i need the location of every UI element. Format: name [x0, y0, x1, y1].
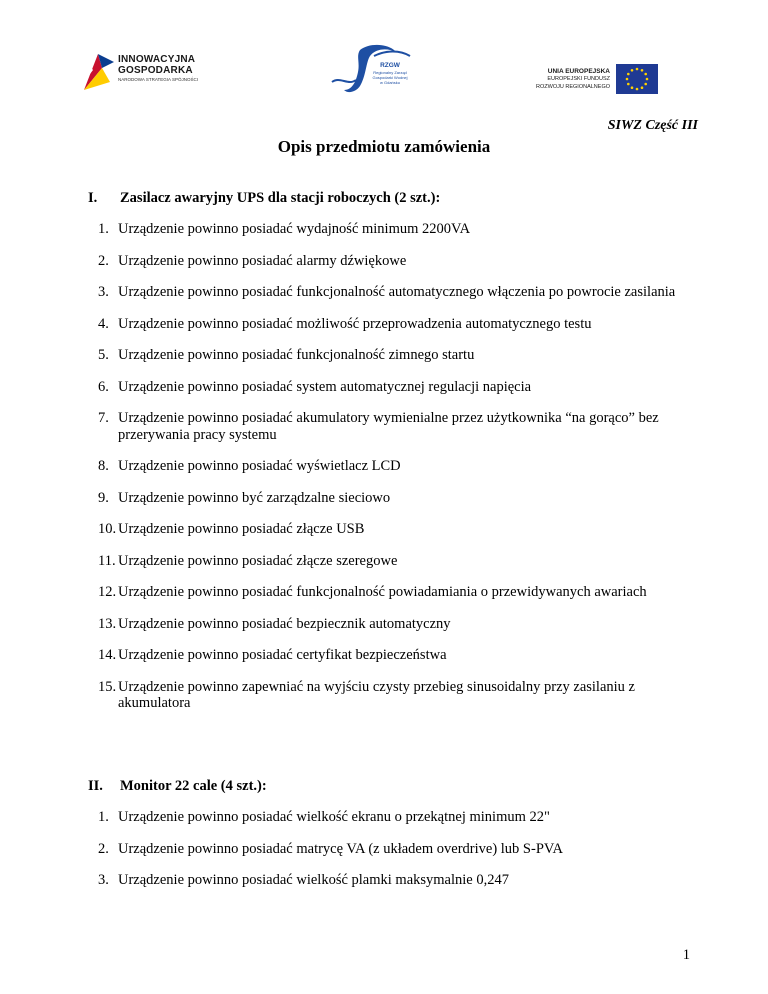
list-item	[98, 316, 698, 333]
list-item	[98, 347, 698, 364]
list-item	[98, 647, 698, 664]
rzgw-sub3: w Gdańsku	[379, 80, 400, 85]
item-number: 10.	[98, 521, 117, 537]
item-number: 7.	[98, 410, 109, 426]
item-text: Urządzenie powinno posiadać złącze USB	[118, 521, 365, 537]
page-number: 1	[682, 947, 690, 963]
item-text: Urządzenie powinno posiadać certyfikat bezpieczeństwa	[118, 647, 447, 663]
item-text: Urządzenie powinno posiadać złącze szeregowe	[118, 552, 398, 569]
list-item	[98, 584, 698, 601]
rzgw-short-name: RZGW	[380, 62, 400, 69]
item-number: 1.	[98, 221, 109, 237]
ue-logo	[518, 64, 660, 96]
page-title: Opis przedmiotu zamówienia	[277, 137, 491, 156]
item-number: 3.	[98, 872, 109, 888]
list-item	[98, 872, 698, 889]
ig-emblem-icon	[80, 52, 116, 92]
list-item	[98, 841, 698, 858]
item-number: 9.	[98, 489, 109, 506]
list-item	[98, 809, 698, 826]
item-number: 8.	[98, 458, 109, 474]
item-text: Urządzenie powinno posiadać wielkość ekranu o przekątnej minimum 22"	[118, 809, 550, 825]
item-number: 15.	[98, 678, 117, 695]
item-number: 2.	[98, 252, 109, 269]
item-number: 1.	[98, 809, 109, 825]
item-text: Urządzenie powinno posiadać alarmy dźwiękowe	[118, 252, 407, 269]
item-number: 13.	[98, 615, 117, 632]
item-text: Urządzenie powinno posiadać system automatycznej regulacji napięcia	[118, 378, 532, 395]
ue-line1: UNIA EUROPEJSKA	[547, 68, 610, 75]
list-item	[98, 221, 698, 238]
list-item	[98, 410, 698, 443]
ig-line2: GOSPODARKA	[118, 65, 193, 76]
item-text: Urządzenie powinno posiadać bezpiecznik automatyczny	[118, 615, 451, 632]
section-1-list	[98, 221, 698, 727]
item-number: 5.	[98, 347, 109, 363]
list-item	[98, 284, 698, 301]
item-number: 3.	[98, 284, 109, 300]
eu-flag-icon	[616, 64, 658, 94]
item-number: 14.	[98, 647, 117, 663]
section-number: I.	[88, 190, 98, 206]
section-number: II.	[88, 778, 103, 794]
item-number: 4.	[98, 315, 109, 332]
ig-subtitle: NARODOWA STRATEGIA SPÓJNOŚCI	[118, 77, 199, 82]
section-title: Monitor 22 cale (4 szt.):	[120, 778, 267, 794]
ue-line3: ROZWOJU REGIONALNEGO	[536, 83, 610, 90]
ue-line2: EUROPEJSKI FUNDUSZ	[547, 76, 610, 82]
item-text: Urządzenie powinno posiadać funkcjonalność powiadamiania o przewidywanych awariach	[118, 584, 647, 600]
innowacyjna-gospodarka-logo	[80, 46, 212, 102]
section-title: Zasilacz awaryjny UPS dla stacji roboczych (2 szt.):	[120, 190, 441, 206]
item-text: Urządzenie powinno posiadać matrycę VA (z układem overdrive) lub S-PVA	[118, 840, 563, 857]
list-item	[98, 679, 698, 712]
item-text: Urządzenie powinno posiadać funkcjonalność automatycznego włączenia po powrocie zasilania	[118, 284, 676, 300]
rzgw-sub2: Gospodarki Wodnej	[372, 75, 408, 80]
rzgw-logo	[330, 42, 430, 100]
document-reference: SIWZ Część III	[607, 118, 698, 133]
item-text: Urządzenie powinno zapewniać na wyjściu czysty przebieg sinusoidalny przy zasilaniu z akumulatora	[118, 678, 635, 711]
item-text: Urządzenie powinno posiadać wielkość plamki maksymalnie 0,247	[118, 872, 509, 888]
item-text: Urządzenie powinno posiadać akumulatory wymienialne przez użytkownika “na gorąco” bez przerywania pracy systemu	[118, 410, 659, 443]
item-number: 6.	[98, 378, 109, 395]
ig-line1: INNOWACYJNA	[118, 54, 196, 65]
item-text: Urządzenie powinno posiadać wyświetlacz LCD	[118, 458, 401, 474]
item-number: 2.	[98, 840, 109, 857]
item-text: Urządzenie powinno posiadać funkcjonalność zimnego startu	[118, 347, 475, 363]
item-number: 11.	[98, 552, 116, 569]
rzgw-sub1: Regionalny Zarząd	[373, 70, 407, 75]
list-item	[98, 379, 698, 396]
section-2-list	[98, 809, 698, 904]
list-item	[98, 553, 698, 570]
item-text: Urządzenie powinno posiadać wydajność minimum 2200VA	[118, 221, 471, 237]
list-item	[98, 490, 698, 507]
list-item	[98, 616, 698, 633]
item-text: Urządzenie powinno być zarządzalne sieciowo	[118, 489, 391, 506]
item-text: Urządzenie powinno posiadać możliwość przeprowadzenia automatycznego testu	[118, 315, 592, 332]
list-item	[98, 458, 698, 475]
item-number: 12.	[98, 584, 117, 600]
list-item	[98, 253, 698, 270]
list-item	[98, 521, 698, 538]
